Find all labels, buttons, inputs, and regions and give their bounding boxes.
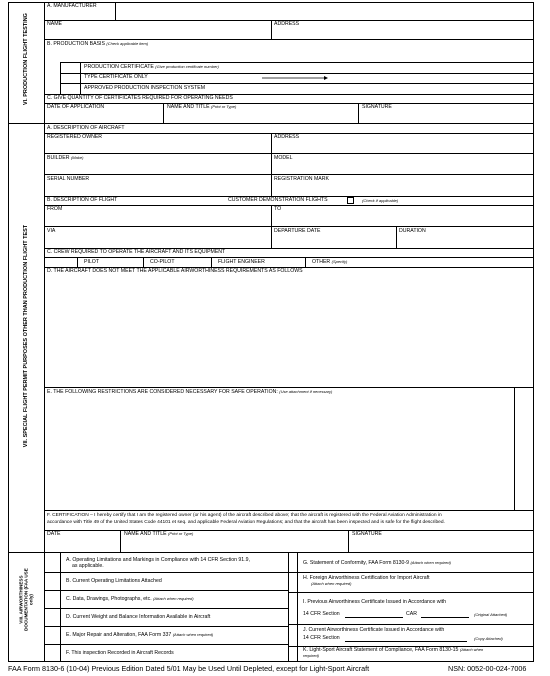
to-label: TO	[274, 206, 282, 212]
departure-date-label: DEPARTURE DATE	[274, 228, 321, 234]
customer-demo-label: CUSTOMER DEMONSTRATION FLIGHTS	[228, 197, 328, 203]
date-of-application-label: DATE OF APPLICATION	[47, 104, 105, 110]
certification-line-2: accordance with Title 49 of the United States Code 44101 et seq. and applicable Federal Aviation Regulations; and that the aircraft has been inspected and is safe for the flight described.	[47, 520, 445, 525]
signature-label: SIGNATURE	[362, 104, 392, 110]
name-label: NAME	[47, 21, 62, 27]
item-d: D. Current Weight and Balance Information Available in Aircraft	[66, 614, 211, 620]
item-j-line-1: J. Current Airworthiness Certificate Issued in Accordance with	[303, 627, 445, 633]
description-of-aircraft-label: A. DESCRIPTION OF AIRCRAFT	[47, 125, 125, 131]
other-label: OTHER (Specify)	[312, 259, 348, 265]
airworthiness-deficiency-label: D. THE AIRCRAFT DOES NOT MEET THE APPLICABLE AIRWORTHINESS REQUIREMENTS AS FOLLOWS	[47, 268, 303, 274]
cert-signature-label: SIGNATURE	[352, 531, 382, 537]
certification-line-1: F. CERTIFICATION – I hereby certify that I am the registered owner (or his agent) of the aircraft described above; that the aircraft is registered with the Federal Aviation Administration in	[47, 513, 442, 518]
section-6-side-label: VI. PRODUCTION FLIGHT TESTING	[22, 13, 29, 106]
item-j-section: 14 CFR Section	[303, 635, 340, 641]
type-certificate-option[interactable]: TYPE CERTIFICATE ONLY	[84, 74, 148, 80]
cert-date-label: DATE	[47, 531, 61, 537]
from-label: FROM	[47, 206, 63, 212]
item-g: G. Statement of Conformity, FAA Form 8130-9 (Attach when required)	[303, 560, 451, 566]
item-h-line-2: (Attach when required)	[311, 581, 352, 586]
registered-owner-label: REGISTERED OWNER	[47, 134, 103, 140]
builder-label: BUILDER (Make)	[47, 155, 84, 161]
restrictions-label: E. THE FOLLOWING RESTRICTIONS ARE CONSIDERED NECESSARY FOR SAFE OPERATION: (Use attachment if necessary)	[47, 389, 333, 395]
approved-pis-option[interactable]: APPROVED PRODUCTION INSPECTION SYSTEM	[84, 85, 206, 91]
arrow-right-icon	[262, 67, 328, 71]
item-i-note: (Original Attached)	[474, 612, 508, 617]
section-7-side-label: VII. SPECIAL FLIGHT PERMIT PURPOSES OTHER THAN PRODUCTION FLIGHT TEST	[22, 224, 29, 448]
item-k-line-1: K. Light-Sport Aircraft Statement of Compliance, FAA Form 8130-15 (Attach when	[303, 647, 484, 653]
pilot-label: PILOT	[84, 259, 99, 265]
item-k-line-2: required)	[303, 653, 320, 658]
manufacturer-label: A. MANUFACTURER	[47, 3, 97, 9]
item-e: E. Major Repair and Alteration, FAA Form 337 (Attach when required)	[66, 632, 214, 638]
registration-mark-label: REGISTRATION MARK	[274, 176, 329, 182]
item-h-line-1: H. Foreign Airworthiness Certification for Import Aircraft	[303, 575, 430, 581]
address-label: ADDRESS	[274, 21, 300, 27]
production-certificate-option[interactable]: PRODUCTION CERTIFICATE (Give production certificate number)	[84, 64, 219, 70]
duration-label: DURATION	[399, 228, 426, 234]
item-c: C. Data, Drawings, Photographs, etc. (Attach when required)	[66, 596, 194, 602]
item-i-section: 14 CFR Section	[303, 611, 340, 617]
customer-demo-note: (Check if applicable)	[362, 198, 399, 203]
form-footer-nsn: NSN: 0052-00-024-7006	[448, 664, 527, 673]
production-basis-label: B. PRODUCTION BASIS (Check applicable item)	[47, 41, 149, 47]
form-footer-left: FAA Form 8130-6 (10-04) Previous Edition Dated 5/01 May be Used Until Depleted, except for Light-Sport Aircraft	[8, 664, 370, 673]
item-b: B. Current Operating Limitations Attached	[66, 578, 162, 584]
item-i-line-1: I. Previous Airworthiness Certificate Issued in Accordance with	[303, 599, 447, 605]
name-title-label: NAME AND TITLE (Print or Type)	[167, 104, 237, 110]
item-a-line-1: A. Operating Limitations and Markings in Compliance with 14 CFR Section 91.9,	[66, 557, 250, 563]
crew-required-label: C. CREW REQUIRED TO OPERATE THE AIRCRAFT AND ITS EQUIPMENT	[47, 249, 226, 255]
via-label: VIA	[47, 228, 56, 234]
item-a-line-2: as applicable.	[72, 563, 104, 569]
copilot-label: CO-PILOT	[150, 259, 175, 265]
item-i-car: CAR	[406, 611, 417, 617]
model-label: MODEL	[274, 155, 293, 161]
owner-address-label: ADDRESS	[274, 134, 300, 140]
section-8-side-label: VIII. AIRWORTHINESS DOCUMENTATION (FAA USE only)	[18, 568, 34, 631]
serial-number-label: SERIAL NUMBER	[47, 176, 90, 182]
customer-demo-checkbox[interactable]	[347, 197, 354, 204]
description-of-flight-label: B. DESCRIPTION OF FLIGHT	[47, 197, 118, 203]
cert-name-title-label: NAME AND TITLE (Print or Type)	[124, 531, 194, 537]
item-j-note: (Copy Attached)	[474, 636, 503, 641]
flight-engineer-label: FLIGHT ENGINEER	[218, 259, 265, 265]
item-f: F. This inspection Recorded in Aircraft Records	[66, 650, 174, 656]
quantity-certificates-label: C. GIVE QUANTITY OF CERTIFICATES REQUIRED FOR OPERATING NEEDS	[47, 95, 233, 101]
